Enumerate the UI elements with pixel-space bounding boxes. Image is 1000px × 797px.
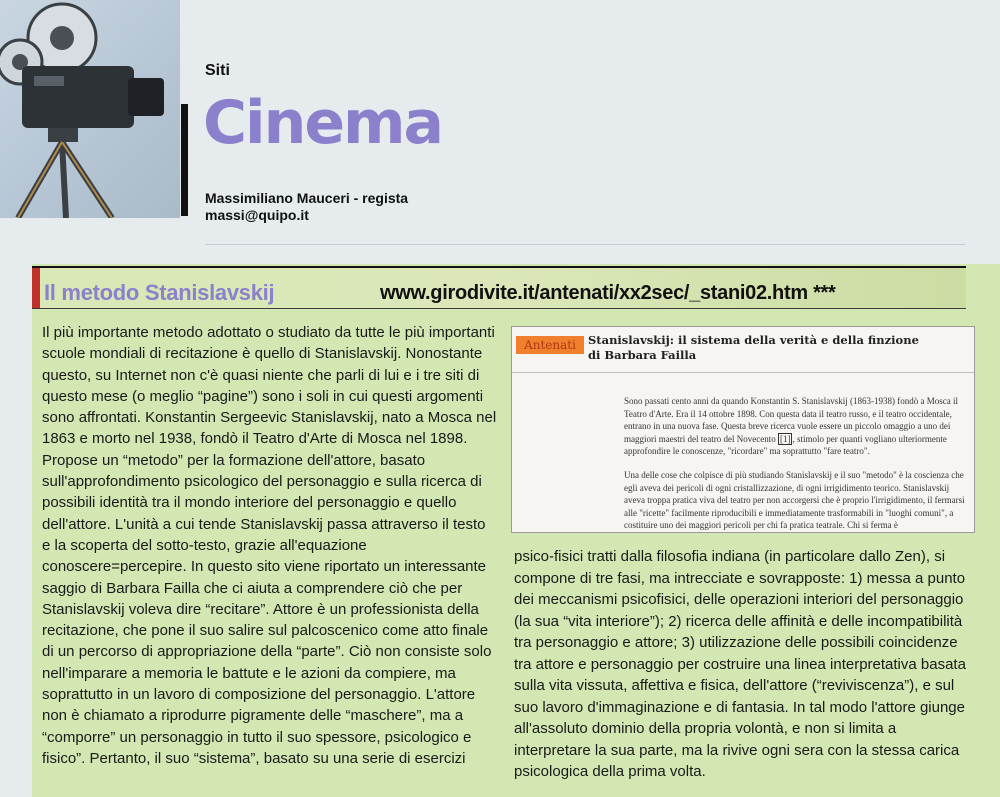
screenshot-paragraph-1-end: , stimolo per quanti vogliano ulteriormente approfondire le conoscenze, "ricordare" ma soprattutto "fare teatro". <box>624 433 947 457</box>
author-block <box>205 190 408 224</box>
section-label: Siti <box>205 62 230 79</box>
author-email[interactable]: massi@quipo.it <box>205 207 309 223</box>
header-accent <box>32 268 40 308</box>
screenshot-title-line2: di Barbara Failla <box>588 348 697 362</box>
article-title: Il metodo Stanislavskij <box>44 280 275 305</box>
screenshot-paragraph-1-text: Sono passati cento anni da quando Konstantin S. Stanislavskij (1863-1938) fondò a Mosca il Teatro d'Arte. Era il 14 ottobre 1898. Con questa data il teatro russo, e il teatro occidentale, entrano in una nuova fase. Questa breve ricerca vuole essere un piccolo omaggio a uno dei maggiori maestri del teatro del Novecento <box>624 396 958 444</box>
article-body-left: Il più importante metodo adottato o studiato da tutte le più importanti scuole mondiali di recitazione è quello di Stanislavskij. Nonostante questo, su Internet non c'è quasi niente che parli di lui e i tre siti di questo mese (o meglio “pagine”) sono i soli in cui questi argomenti sono affrontati. Konstantin Sergeevic Stanislavskij, nato a Mosca nel 1863 e morto nel 1938, fondò il Teatro d'Arte di Mosca nel 1898. Propose un “metodo” per la formazione dell'attore, basato sull'approfondimento psicologico del personaggio e sulla ricerca di possibili identità tra il mondo interiore del personaggio e quello dell'attore. L'unità a cui tende Stanislavskij passa attraverso il testo e la scoperta del sotto-testo, grazie all'equazione conoscere=percepire. In questo sito viene riportato un interessante saggio di Barbara Failla che ci aiuta a comprendere ciò che per Stanislavskij voleva dire “recitare”. Attore è un professionista della recitazione, che pone il suo salire sul palcoscenico come atto finale di un percorso di appropriazione della “parte”. Ciò non consiste solo nell'imparare a memoria le battute e le azioni da compiere, ma soprattutto in un lavoro di composizione del personaggio. L'attore non è chiamato a riprodurre pigramente delle “maschere”, ma a “comporre” un personaggio in tutto il suo spessore, psicologico e fisico”. Pertanto, il suo “sistema”, basato su una serie di esercizi <box>42 324 497 767</box>
site-logo: Antenati <box>516 336 584 354</box>
header-divider <box>181 104 188 216</box>
header-divider-line <box>205 244 965 245</box>
screenshot-title <box>588 333 968 363</box>
screenshot-divider <box>512 372 974 373</box>
website-screenshot <box>511 326 975 533</box>
screenshot-paragraph-2: Una delle cose che colpisce di più studiando Stanislavskij e il suo "metodo" è la coscienza che egli aveva dei pericoli di ogni cristallizzazione, di ogni irrigidimento teorico. Stanislavskij aveva troppa pratica viva del teatro per non accorgersi che è proprio l'irrigidimento, il fermarsi alle "ricette" facilmente riproducibili e immediatamente trasformabili in "luoghi comuni", a costituire uno dei maggiori pericoli per chi fa pratica teatrale. Chi si ferma è <box>624 470 965 531</box>
article-url[interactable]: www.girodivite.it/antenati/xx2sec/_stani02.htm *** <box>380 282 836 304</box>
screenshot-paragraph-1 <box>624 395 969 458</box>
screenshot-title-line1: Stanislavskij: il sistema della verità e della finzione <box>588 333 919 347</box>
footnote-link[interactable]: [1] <box>779 433 791 444</box>
article-body-right: psico-fisici tratti dalla filosofia indiana (in particolare dallo Zen), si compone di tre fasi, ma intrecciate e sovrapposte: 1) messa a punto dei meccanismi psicofisici, delle operazioni interiori del personaggio (la sua “vita interiore”); 2) ricerca delle affinità e delle incompatibilità tra personaggio e attore; 3) utilizzazione delle possibili coincidenze tra attore e personaggio per costruire una linea interpretativa basata sulla vita vissuta, affettiva e fisica, dell'attore (“reviviscenza”), e sul suo lavoro d'immaginazione e di fantasia. In tal modo l'attore giunge all'assoluto dominio della propria volontà, e non si limita a interpretare la sua parte, ma la rivive ogni sera con la stessa carica psicologica della prima volta. <box>514 548 966 780</box>
camera-photo <box>0 0 180 218</box>
page-title: Cinema <box>203 88 443 158</box>
author-name: Massimiliano Mauceri - regista <box>205 190 409 206</box>
movie-camera-icon <box>0 0 180 218</box>
